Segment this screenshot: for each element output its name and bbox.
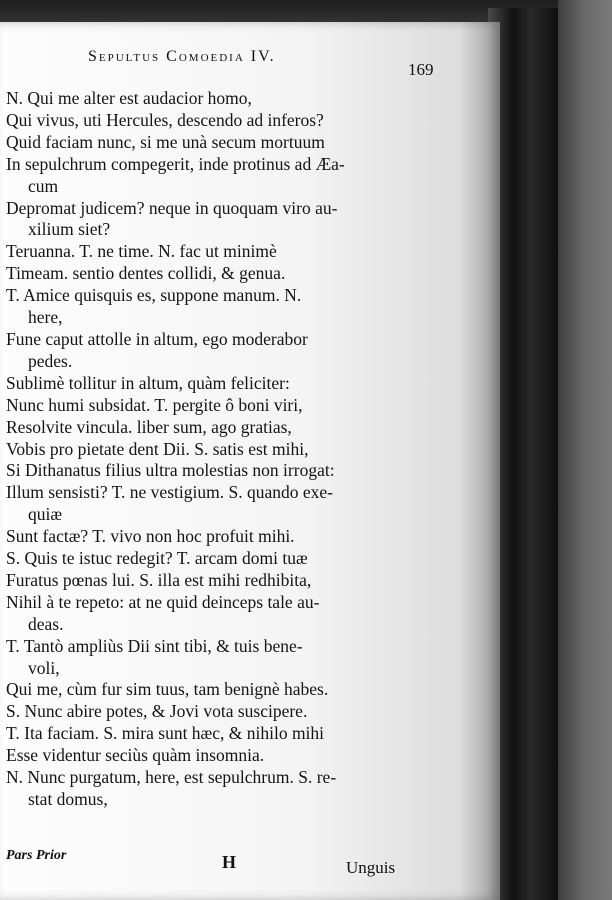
text-line: N. Qui me alter est audacior homo,	[6, 88, 252, 108]
text-line: Illum sensisti? T. ne vestigium. S. quando exe-	[6, 482, 333, 503]
text-line: Nunc humi subsidat. T. pergite ô boni viri,	[6, 394, 303, 415]
text-line: Esse videntur seciùs quàm insomnia.	[6, 745, 265, 766]
text-line: stat domus,	[28, 789, 108, 809]
text-line: Sublimè tollitur in altum, quàm feliciter:	[6, 372, 290, 393]
text-line: Quid faciam nunc, si me unà secum mortuum	[6, 131, 325, 152]
catchword: Unguis	[346, 858, 396, 877]
text-line: cum	[28, 175, 59, 196]
text-line: Qui me, cùm fur sim tuus, tam benignè habes.	[6, 679, 329, 700]
book-page	[0, 22, 500, 900]
text-line: Fune caput attolle in altum, ego moderabor	[6, 328, 308, 349]
text-line: In sepulchrum compegerit, inde protinus ad Æa-	[6, 153, 345, 174]
text-line: Si Dithanatus filius ultra molestias non irrogat:	[6, 460, 335, 481]
text-line: xilium siet?	[28, 219, 111, 240]
text-line: quiæ	[28, 504, 63, 525]
text-line: T. Tantò ampliùs Dii sint tibi, & tuis bene-	[6, 635, 303, 656]
text-line: Resolvite vincula. liber sum, ago gratias,	[6, 416, 292, 437]
text-line: pedes.	[28, 350, 73, 371]
text-line: T. Amice quisquis es, suppone manum. N.	[6, 285, 302, 306]
text-block	[6, 88, 436, 811]
text-line: here,	[28, 307, 63, 328]
text-line: Nihil à te repeto: at ne quid deinceps tale au-	[6, 591, 320, 612]
text-line: N. Nunc purgatum, here, est sepulchrum. S. re-	[6, 767, 337, 788]
text-line: S. Nunc abire potes, & Jovi vota suscipere.	[6, 701, 308, 722]
page-number: 169	[408, 60, 434, 79]
running-title: Sepultus Comoedia IV.	[88, 48, 276, 65]
text-line: Timeam. sentio dentes collidi, & genua.	[6, 263, 286, 284]
text-line: S. Quis te istuc redegit? T. arcam domi tuæ	[6, 548, 308, 569]
text-line: Vobis pro pietate dent Dii. S. satis est mihi,	[6, 438, 309, 459]
text-line: Sunt factæ? T. vivo non hoc profuit mihi.	[6, 526, 295, 547]
background-surface	[558, 0, 612, 900]
text-line: Furatus pœnas lui. S. illa est mihi redhibita,	[6, 569, 312, 590]
signature-note: Pars Prior	[6, 848, 67, 863]
text-line: deas.	[28, 613, 64, 634]
text-line: Depromat judicem? neque in quoquam viro au-	[6, 197, 338, 218]
text-line: voli,	[28, 657, 60, 678]
text-line: T. Ita faciam. S. mira sunt hæc, & nihilo mihi	[6, 723, 325, 744]
text-line: Qui vivus, uti Hercules, descendo ad inferos?	[6, 109, 324, 130]
text-line: Teruanna. T. ne time. N. fac ut minimè	[6, 241, 277, 262]
signature-mark: H	[222, 852, 237, 872]
